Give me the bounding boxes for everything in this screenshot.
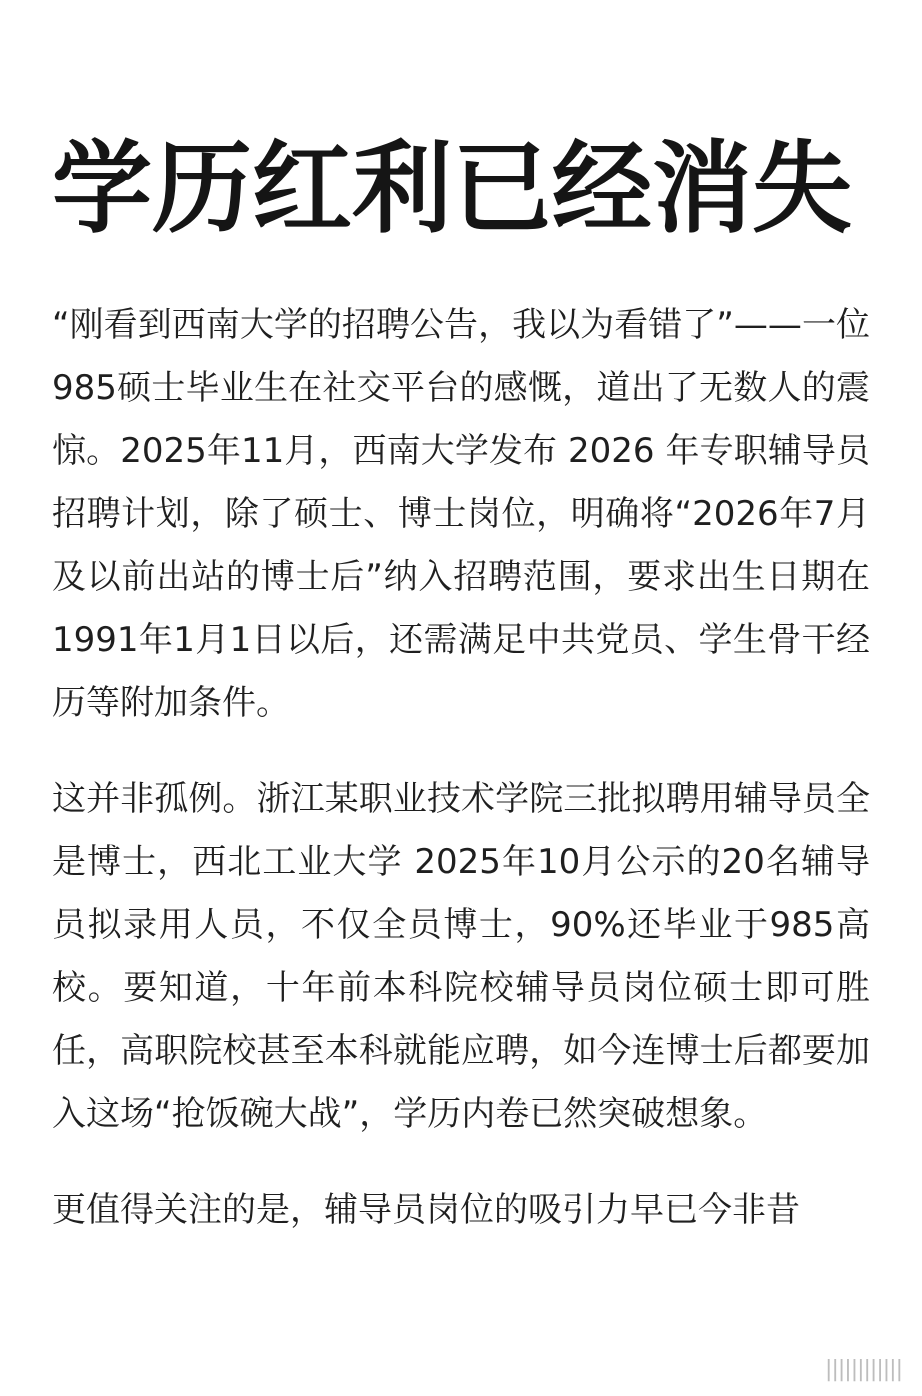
signal-bars-icon: ||||||||||||: [825, 1357, 902, 1382]
article-body: [52, 294, 870, 1242]
paragraph-1: “刚看到西南大学的招聘公告，我以为看错了”——一位985硕士毕业生在社交平台的感慨，道出了无数人的震惊。2025年11月，西南大学发布 2026 年专职辅导员招聘计划，除了硕士、博士岗位，明确将“2026年7月及以前出站的博士后”纳入招聘范围，要求出生日期在 1991年1月1日以后，还需满足中共党员、学生骨干经历等附加条件。: [52, 305, 870, 723]
paragraph-2: 这并非孤例。浙江某职业技术学院三批拟聘用辅导员全是博士，西北工业大学 2025年10月公示的20名辅导员拟录用人员，不仅全员博士，90%还毕业于985高校。要知道，十年前本科院校辅导员岗位硕士即可胜任，高职院校甚至本科就能应聘，如今连博士后都要加入这场“抢饭碗大战”，学历内卷已然突破想象。: [52, 779, 870, 1134]
paragraph-3: 更值得关注的是，辅导员岗位的吸引力早已今非昔: [52, 1190, 800, 1230]
article-title: 学历红利已经消失: [52, 129, 852, 247]
